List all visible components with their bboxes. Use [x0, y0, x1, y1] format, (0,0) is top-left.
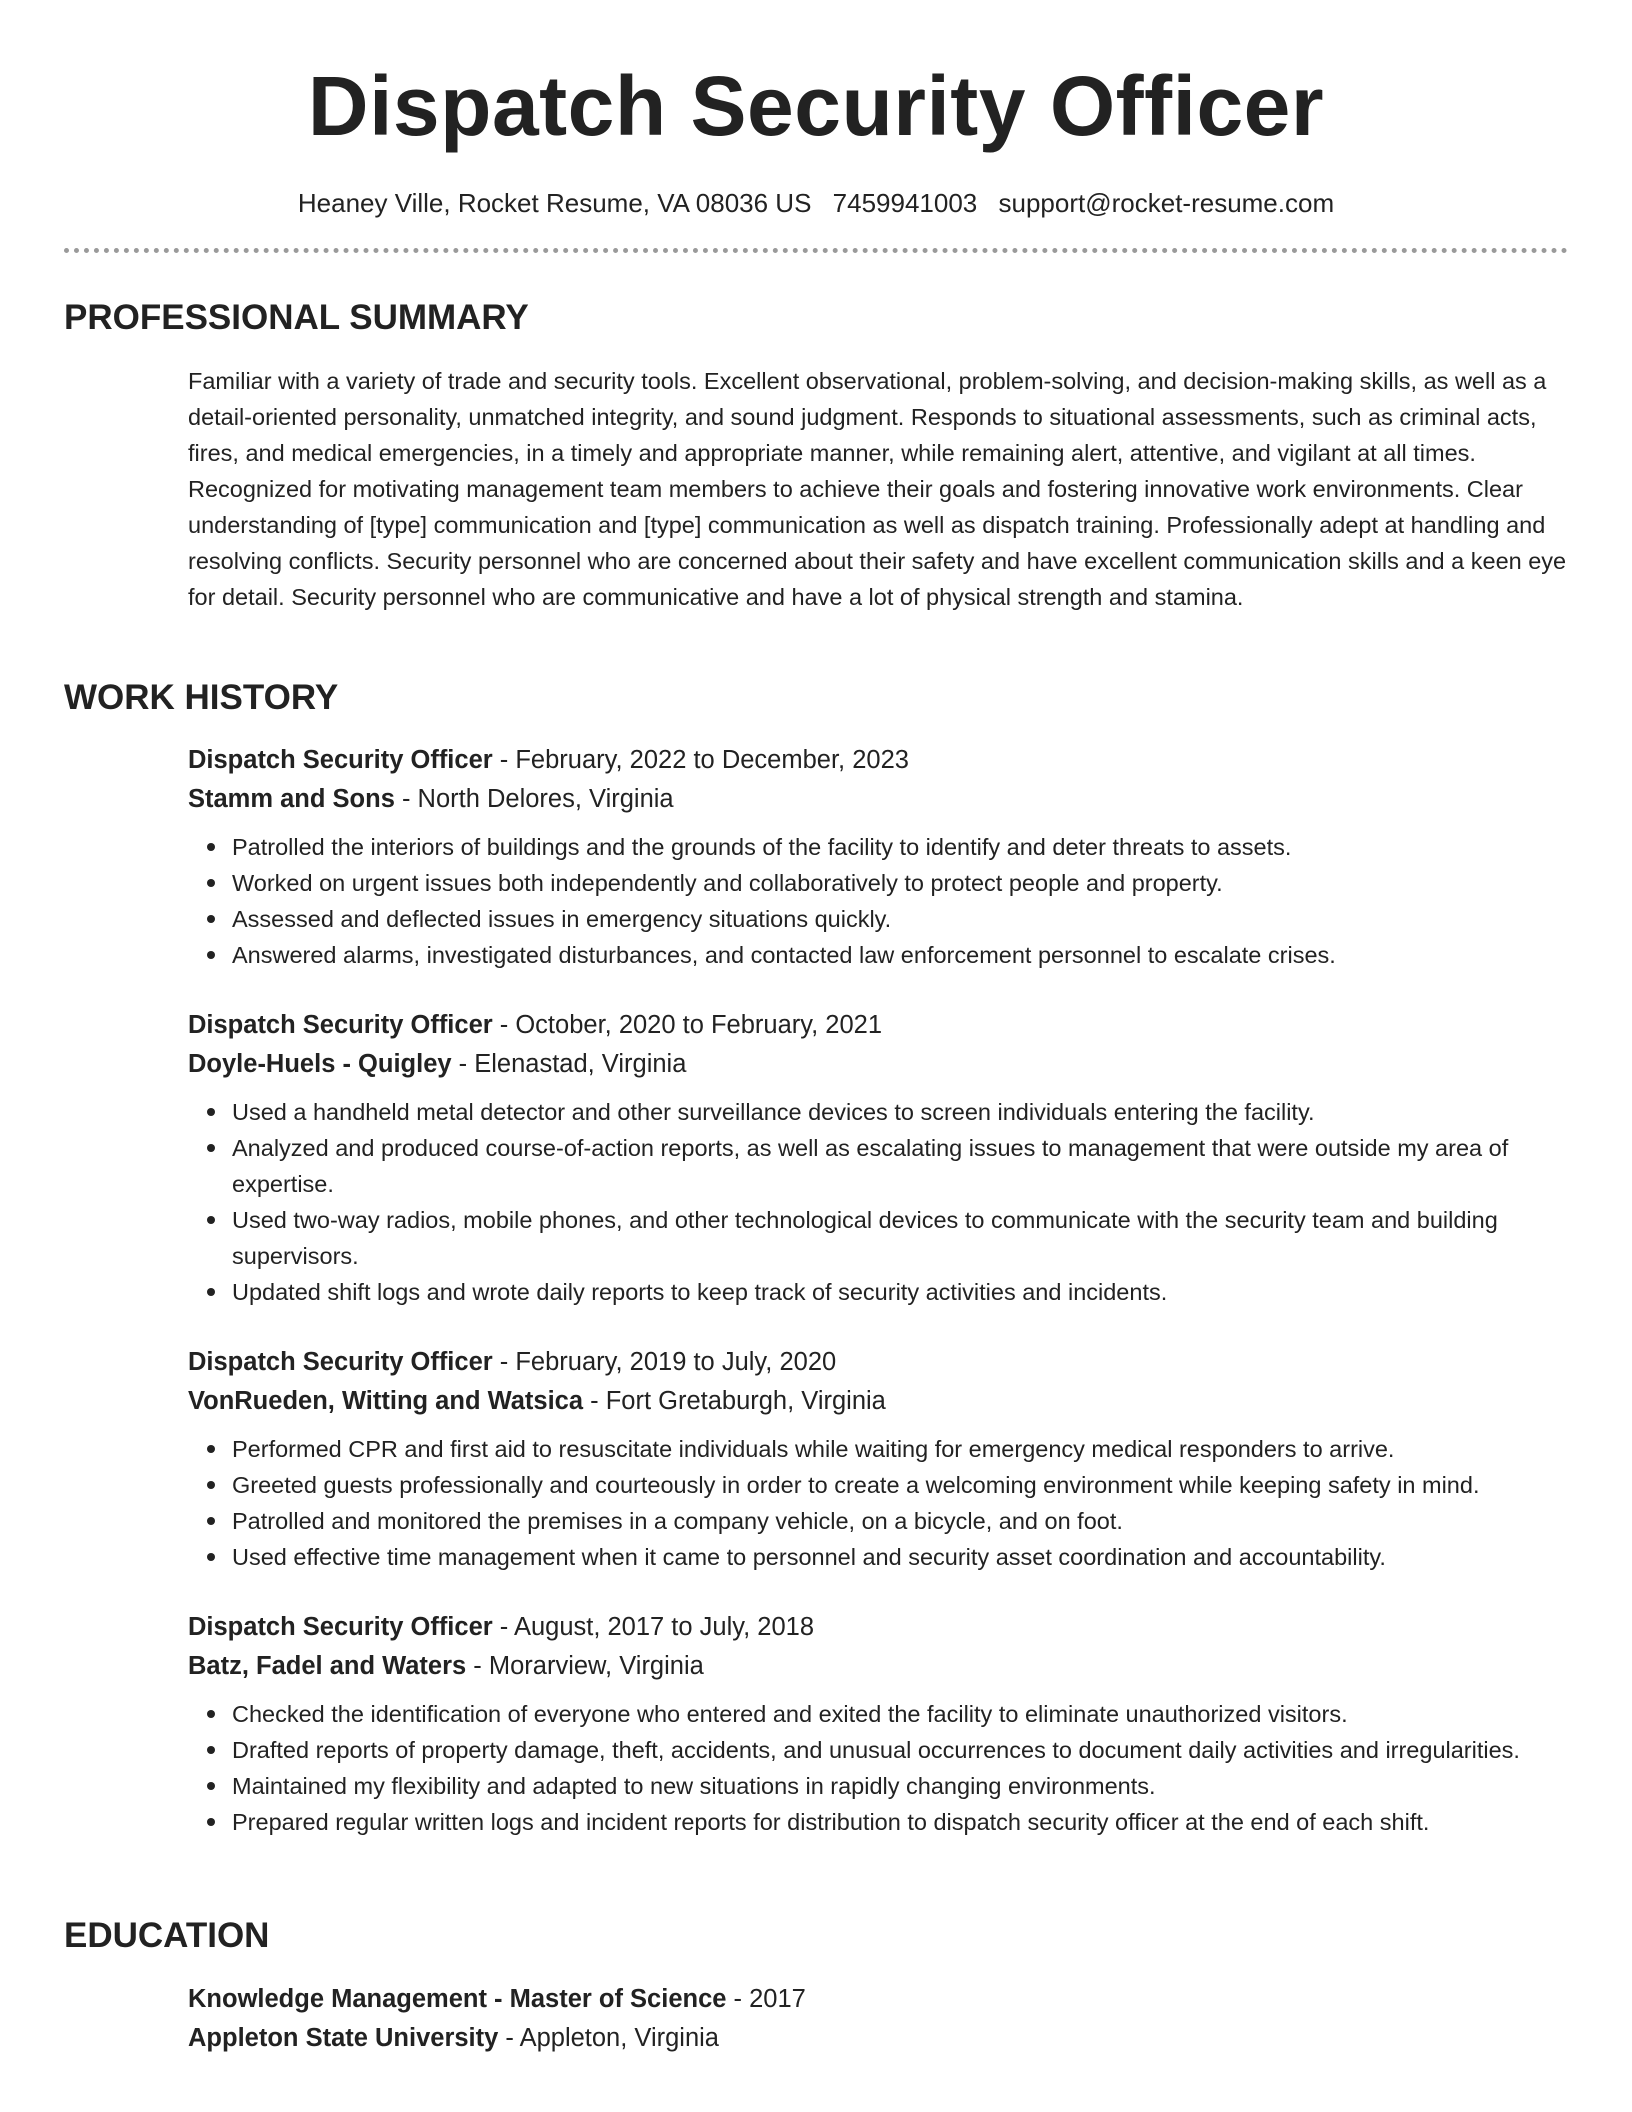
job-title-line	[188, 1343, 1568, 1382]
contact-phone: 7459941003	[832, 188, 978, 218]
job-company-line	[188, 1045, 1568, 1084]
job-duty: Maintained my flexibility and adapted to new situations in rapidly changing environments.	[232, 1768, 1568, 1804]
job-duties-list	[188, 829, 1568, 973]
job-location: - Morarview, Virginia	[466, 1652, 704, 1680]
summary-section	[188, 363, 1568, 615]
job-duty: Answered alarms, investigated disturbances, and contacted law enforcement personnel to escalate crises.	[232, 937, 1568, 973]
job-duties-list	[188, 1696, 1568, 1840]
job-duty: Drafted reports of property damage, theft, accidents, and unusual occurrences to document daily activities and irregularities.	[232, 1732, 1568, 1768]
job-duty: Analyzed and produced course-of-action reports, as well as escalating issues to management that were outside my area of expertise.	[232, 1130, 1568, 1202]
job-duties-list	[188, 1431, 1568, 1575]
education-degree-line	[188, 1980, 1568, 2019]
job-entry	[188, 1006, 1568, 1310]
job-company-line	[188, 1382, 1568, 1421]
work-history-section	[188, 741, 1568, 1873]
contact-email: support@rocket-resume.com	[998, 188, 1335, 218]
education-school: Appleton State University	[188, 2024, 499, 2052]
job-duty: Updated shift logs and wrote daily reports to keep track of security activities and incidents.	[232, 1274, 1568, 1310]
candidate-name: Dispatch Security Officer	[307, 59, 1325, 153]
job-duty: Prepared regular written logs and incident reports for distribution to dispatch security officer at the end of each shift.	[232, 1804, 1568, 1840]
job-entry	[188, 1343, 1568, 1575]
job-duty: Used two-way radios, mobile phones, and other technological devices to communicate with the security team and building supervisors.	[232, 1202, 1568, 1274]
job-location: - North Delores, Virginia	[394, 785, 674, 813]
job-duties-list	[188, 1094, 1568, 1310]
job-company: Batz, Fadel and Waters	[188, 1652, 467, 1680]
job-entry	[188, 1608, 1568, 1840]
job-role: Dispatch Security Officer	[188, 746, 493, 774]
education-section	[188, 1980, 1568, 2058]
education-school-line	[188, 2019, 1568, 2058]
job-duty: Assessed and deflected issues in emergency situations quickly.	[232, 901, 1568, 937]
work-history-heading: WORK HISTORY	[64, 678, 339, 717]
education-location: - Appleton, Virginia	[498, 2024, 719, 2052]
summary-heading: PROFESSIONAL SUMMARY	[64, 298, 529, 337]
job-dates: - February, 2019 to July, 2020	[492, 1348, 837, 1376]
job-location: - Elenastad, Virginia	[451, 1050, 687, 1078]
job-company-line	[188, 1647, 1568, 1686]
job-duty: Greeted guests professionally and courteously in order to create a welcoming environment while keeping safety in mind.	[232, 1467, 1568, 1503]
resume-header	[0, 54, 1632, 220]
job-dates: - August, 2017 to July, 2018	[492, 1613, 815, 1641]
job-title-line	[188, 741, 1568, 780]
job-role: Dispatch Security Officer	[188, 1348, 493, 1376]
job-dates: - February, 2022 to December, 2023	[492, 746, 909, 774]
job-duty: Worked on urgent issues both independently and collaboratively to protect people and property.	[232, 865, 1568, 901]
job-duty: Performed CPR and first aid to resuscitate individuals while waiting for emergency medical responders to arrive.	[232, 1431, 1568, 1467]
job-duty: Patrolled the interiors of buildings and the grounds of the facility to identify and deter threats to assets.	[232, 829, 1568, 865]
job-title-line	[188, 1006, 1568, 1045]
summary-text: Familiar with a variety of trade and security tools. Excellent observational, problem-solving, and decision-making skills, as well as a detail-oriented personality, unmatched integrity, and sound judgment. Responds to situational assessments, such as criminal acts, fires, and medical emergencies, in a timely and appropriate manner, while remaining alert, attentive, and vigilant at all times. Recognized for motivating management team members to achieve their goals and fostering innovative work environments. Clear understanding of [type] communication and [type] communication as well as dispatch training. Professionally adept at handling and resolving conflicts. Security personnel who are concerned about their safety and have excellent communication skills and a keen eye for detail. Security personnel who are communicative and have a lot of physical strength and stamina.	[188, 368, 1567, 610]
job-company: VonRueden, Witting and Watsica	[188, 1387, 584, 1415]
job-duty: Used effective time management when it came to personnel and security asset coordination and accountability.	[232, 1539, 1568, 1575]
job-company: Stamm and Sons	[188, 785, 395, 813]
contact-address: Heaney Ville, Rocket Resume, VA 08036 US	[297, 188, 812, 218]
job-duty: Patrolled and monitored the premises in a company vehicle, on a bicycle, and on foot.	[232, 1503, 1568, 1539]
job-location: - Fort Gretaburgh, Virginia	[583, 1387, 886, 1415]
job-company-line	[188, 780, 1568, 819]
education-heading: EDUCATION	[64, 1916, 270, 1955]
education-degree: Knowledge Management - Master of Science	[188, 1985, 727, 2013]
job-role: Dispatch Security Officer	[188, 1011, 493, 1039]
header-divider	[64, 248, 1568, 253]
job-company: Doyle-Huels - Quigley	[188, 1050, 452, 1078]
job-duty: Checked the identification of everyone who entered and exited the facility to eliminate unauthorized visitors.	[232, 1696, 1568, 1732]
job-title-line	[188, 1608, 1568, 1647]
job-duty: Used a handheld metal detector and other surveillance devices to screen individuals entering the facility.	[232, 1094, 1568, 1130]
job-dates: - October, 2020 to February, 2021	[492, 1011, 883, 1039]
education-year: - 2017	[726, 1985, 806, 2013]
contact-info	[0, 186, 1632, 220]
job-entry	[188, 741, 1568, 973]
job-role: Dispatch Security Officer	[188, 1613, 493, 1641]
